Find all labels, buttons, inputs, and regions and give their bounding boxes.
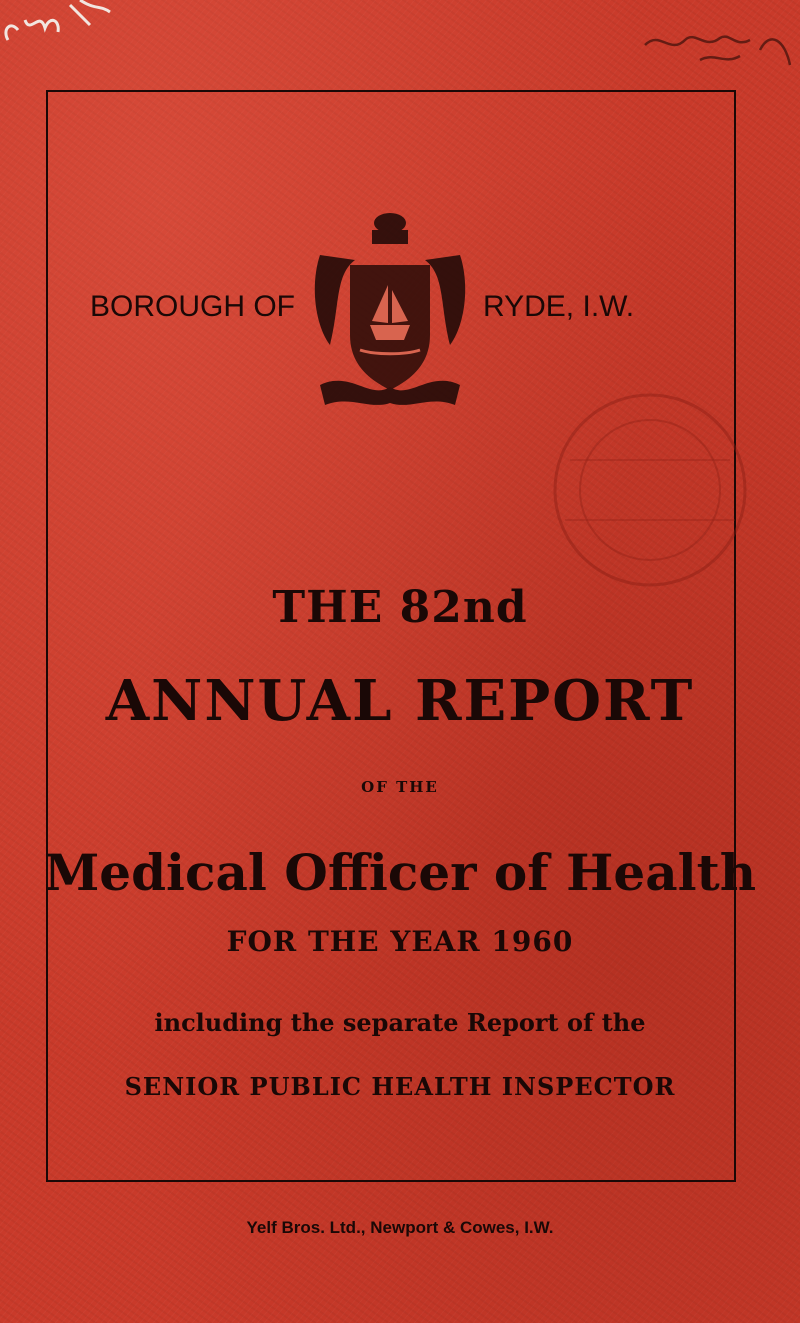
report-title: ANNUAL REPORT [105, 668, 695, 734]
town-name: RYDE, I.W. [483, 290, 635, 323]
library-stamp-icon [530, 370, 760, 610]
printer-imprint: Yelf Bros. Ltd., Newport & Cowes, I.W. [246, 1218, 554, 1237]
report-ordinal: THE 82nd [272, 582, 528, 633]
officer-title: Medical Officer of Health [43, 843, 757, 902]
of-the-text: OF THE [361, 778, 439, 796]
inspector-title: SENIOR PUBLIC HEALTH INSPECTOR [124, 1072, 676, 1101]
including-text: including the separate Report of the [154, 1008, 646, 1037]
handwritten-signature-icon [640, 10, 800, 80]
borough-label: BOROUGH OF [90, 290, 296, 323]
report-year: FOR THE YEAR 1960 [226, 925, 574, 958]
handwritten-mark-icon [0, 0, 150, 70]
borough-crest-icon [300, 205, 480, 415]
